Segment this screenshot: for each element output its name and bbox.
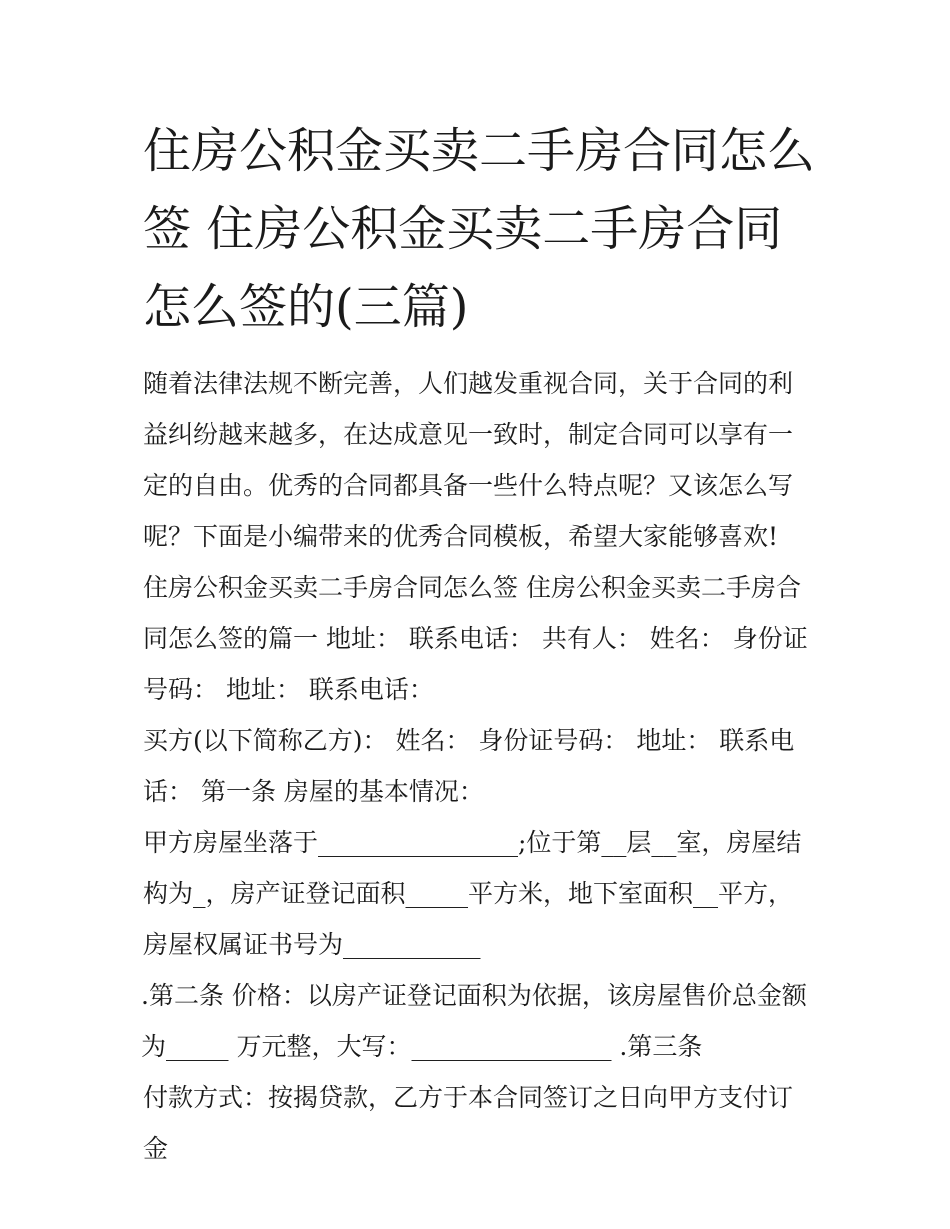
intro-paragraph: 随着法律法规不断完善，人们越发重视合同，关于合同的利益纠纷越来越多，在达成意见一致时，制定合同可以享有一定的自由。优秀的合同都具备一些什么特点呢？又该怎么写呢？下面是小编带来的优秀合同模板，希望大家能够喜欢! [143, 369, 794, 551]
seller-info-paragraph: 住房公积金买卖二手房合同怎么签 住房公积金买卖二手房合同怎么签的篇一 地址： 联系电话： 共有人： 姓名： 身份证号码： 地址： 联系电话： [143, 573, 808, 704]
payment-clause-paragraph: 付款方式：按揭贷款，乙方于本合同签订之日向甲方支付订金 [143, 1083, 794, 1163]
buyer-info-paragraph: 买方(以下简称乙方)： 姓名： 身份证号码： 地址： 联系电话： 第一条 房屋的基本情况： [143, 726, 795, 806]
price-clause-paragraph: .第二条 价格：以房产证登记面积为依据，该房屋售价总金额为_____ 万元整，大写：________________ .第三条 [141, 981, 807, 1061]
document-body [143, 112, 815, 1174]
document-title: 住房公积金买卖二手房合同怎么签 住房公积金买卖二手房合同怎么签的(三篇) [143, 123, 816, 335]
property-info-paragraph: 甲方房屋坐落于________________;位于第__层__室，房屋结构为_，房产证登记面积_____平方米，地下室面积__平方，房屋权属证书号为___________ [143, 828, 802, 959]
